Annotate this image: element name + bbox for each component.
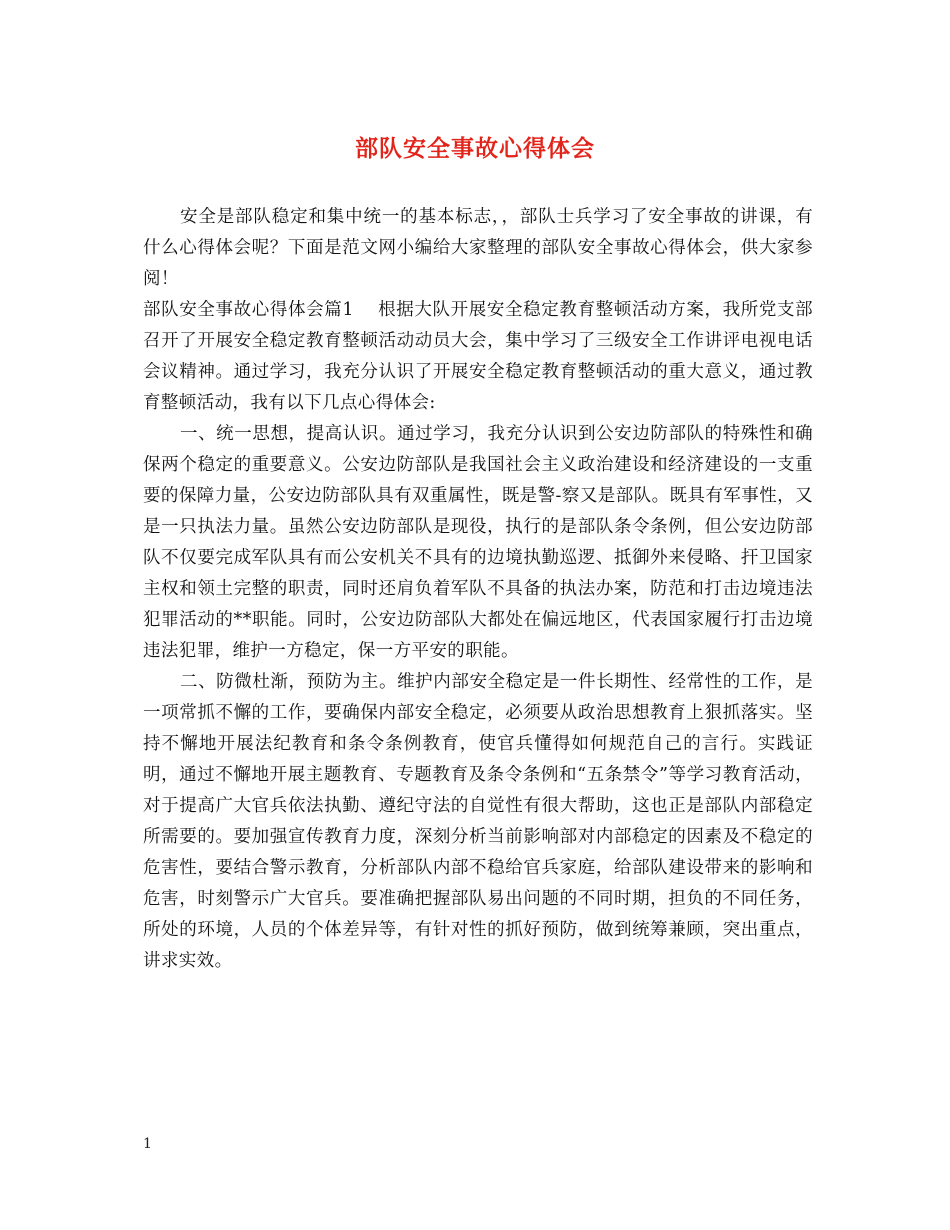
page-title: 部队安全事故心得体会: [355, 135, 595, 162]
page-number: 1: [143, 1136, 152, 1152]
section-lead-text: 根据大队开展安全稳定教育整顿活动方案，我所党支部召开了开展安全稳定教育整顿活动动员大会，集中学习了三级安全工作讲评电视电话会议精神。通过学习，我充分认识了开展安全稳定教育整顿活动的重大意义，通过教育整顿活动，我有以下几点心得体会:: [143, 300, 813, 413]
point-two-paragraph: 二、防微杜渐，预防为主。维护内部安全稳定是一件长期性、经常性的工作，是一项常抓不懈的工作，要确保内部安全稳定，必须要从政治思想教育上狠抓落实。坚持不懈地开展法纪教育和条令条例教育，使官兵懂得如何规范自己的言行。实践证明，通过不懈地开展主题教育、专题教育及条令条例和“五条禁令”等学习教育活动，对于提高广大官兵依法执勤、遵纪守法的自觉性有很大帮助，这也正是部队内部稳定所需要的。要加强宣传教育力度，深刻分析当前影响部对内部稳定的因素及不稳定的危害性，要结合警示教育，分析部队内部不稳给官兵家庭，给部队建设带来的影响和危害，时刻警示广大官兵。要准确把握部队易出问题的不同时期，担负的不同任务，所处的环境，人员的个体差异等，有针对性的抓好预防，做到统筹兼顾，突出重点，讲求实效。: [143, 672, 813, 971]
intro-paragraph: 安全是部队稳定和集中统一的基本标志，，部队士兵学习了安全事故的讲课，有什么心得体会呢？下面是范文网小编给大家整理的部队安全事故心得体会，供大家参阅！: [143, 207, 813, 289]
point-one-paragraph: 一、统一思想，提高认识。通过学习，我充分认识到公安边防部队的特殊性和确保两个稳定的重要意义。公安边防部队是我国社会主义政治建设和经济建设的一支重要的保障力量，公安边防部队具有双重属性，既是警-察又是部队。既具有军事性，又是一只执法力量。虽然公安边防部队是现役，执行的是部队条令条例，但公安边防部队不仅要完成军队具有而公安机关不具有的边境执勤巡逻、抵御外来侵略、扞卫国家主权和领土完整的职责，同时还肩负着军队不具备的执法办案，防范和打击边境违法犯罪活动的**职能。同时，公安边防部队大都处在偏远地区，代表国家履行打击边境违法犯罪，维护一方稳定，保一方平安的职能。: [143, 424, 813, 661]
section-heading: 部队安全事故心得体会篇1: [143, 300, 354, 320]
section-paragraph: [143, 295, 813, 419]
document-body: [143, 202, 813, 977]
